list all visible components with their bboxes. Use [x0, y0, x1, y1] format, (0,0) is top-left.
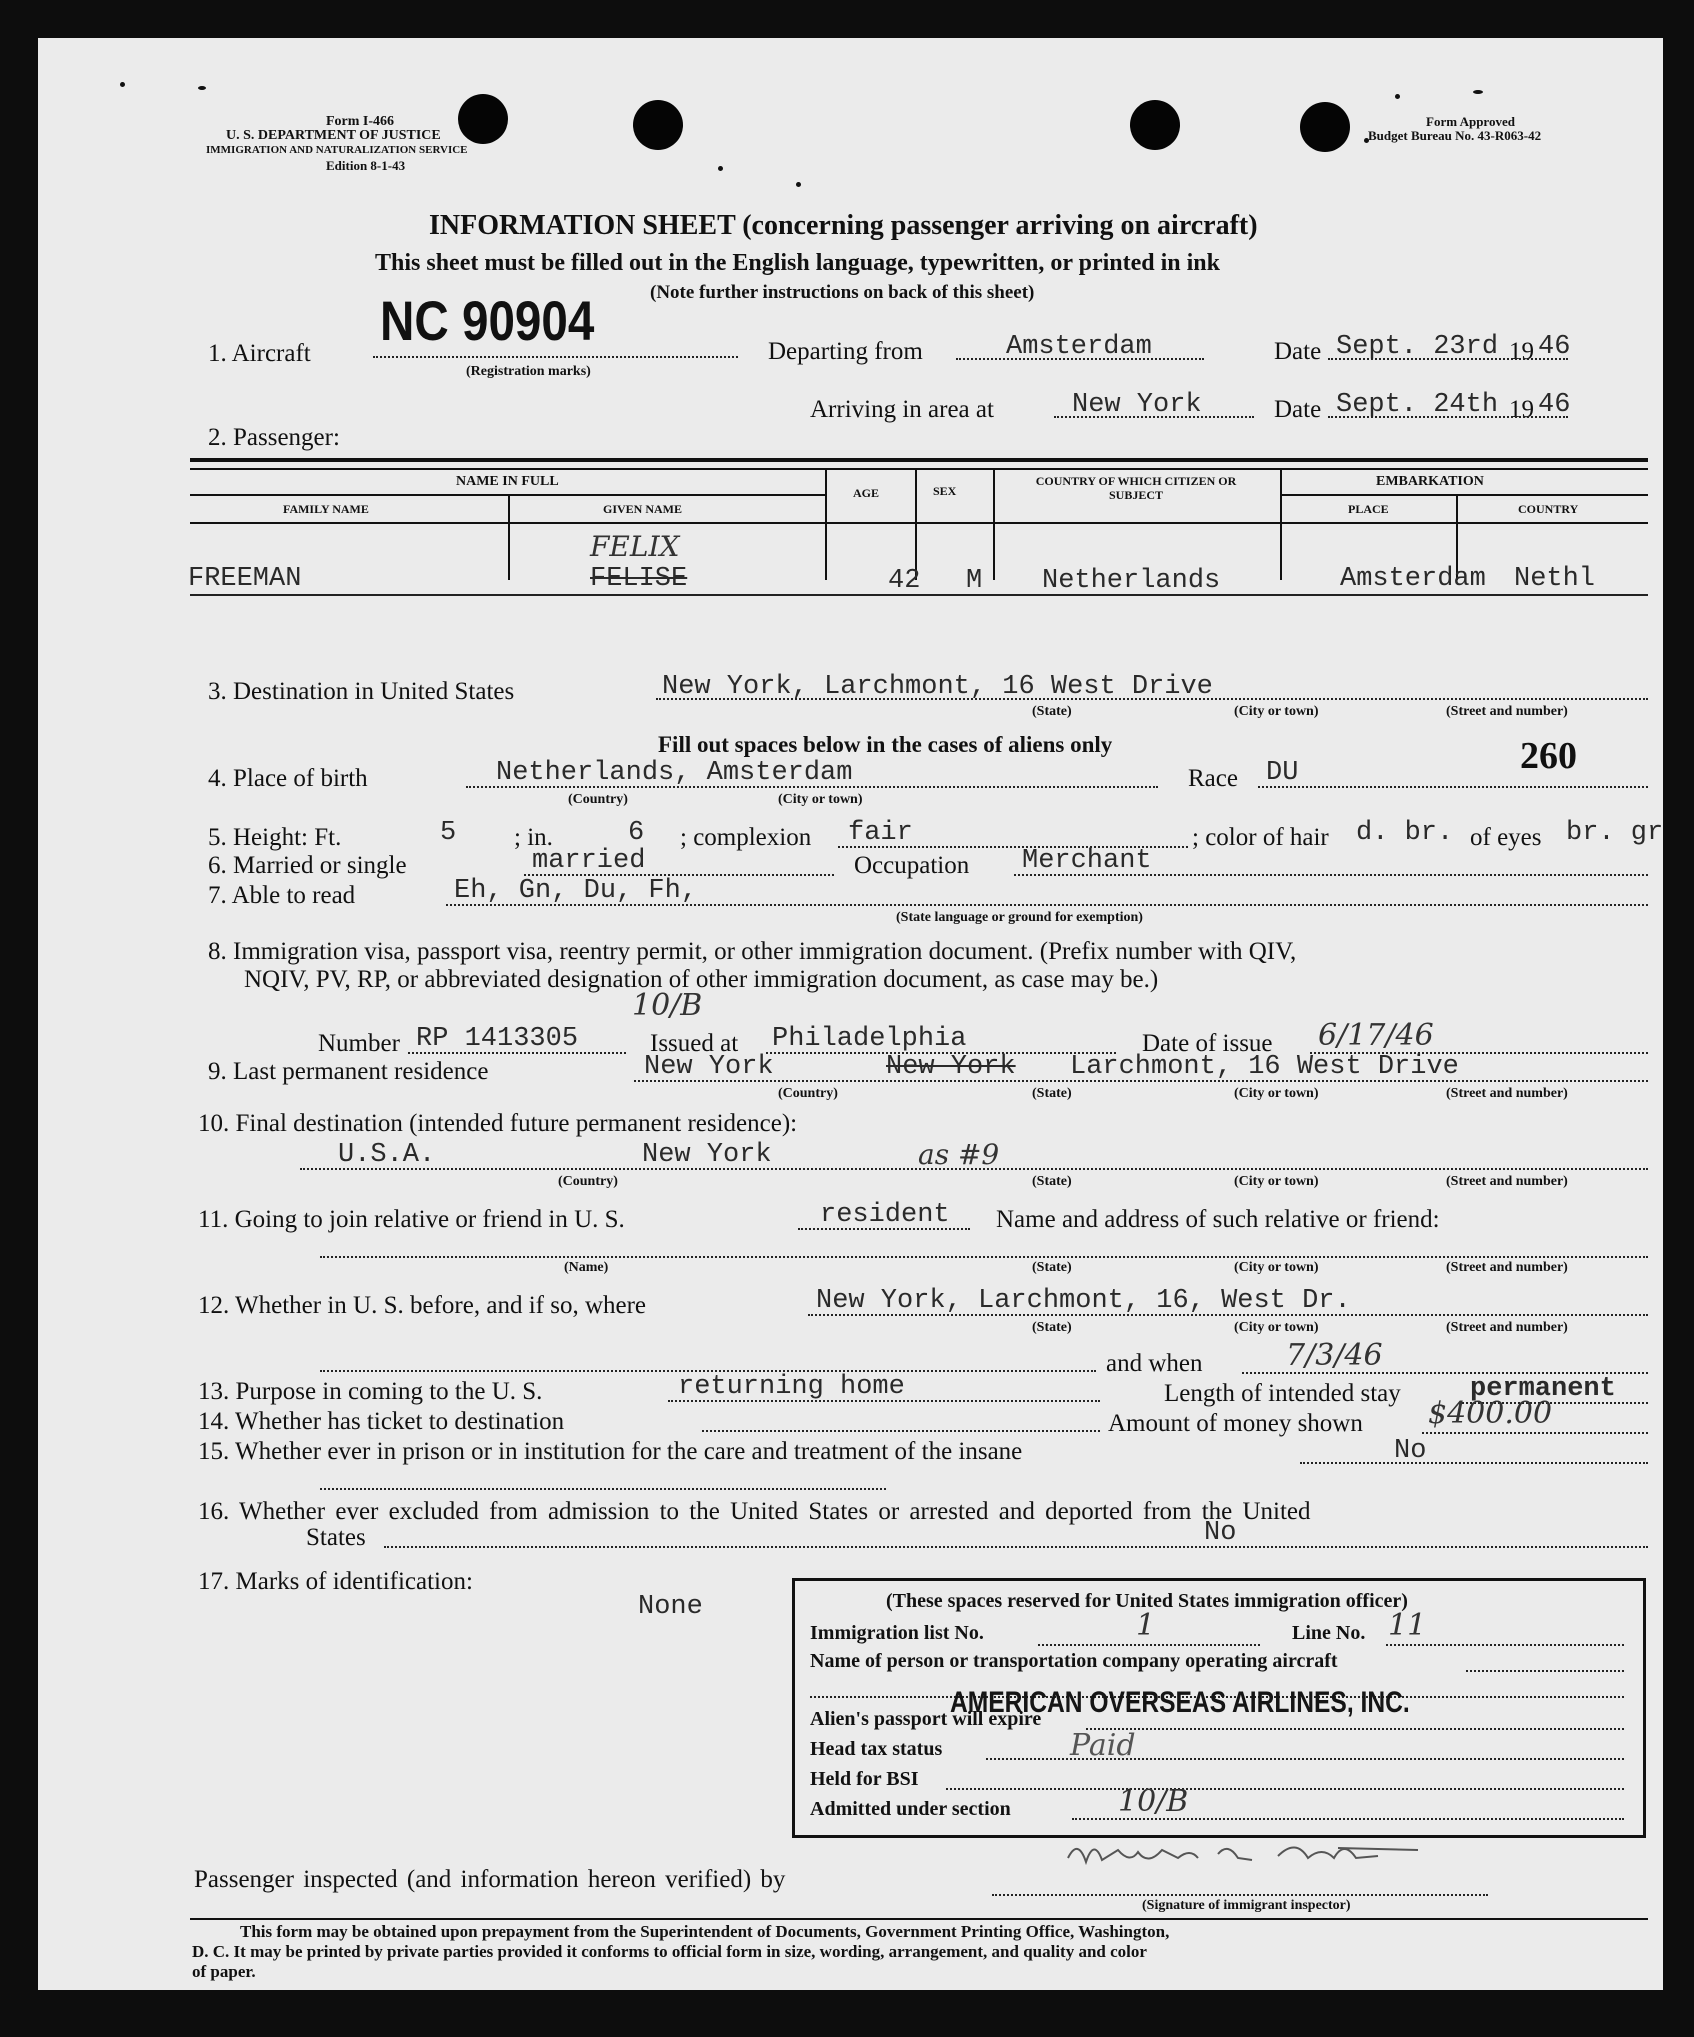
underline [808, 1314, 1648, 1316]
complexion-label: ; complexion [680, 824, 812, 851]
underline [798, 1228, 970, 1230]
destination-value: New York, Larchmont, 16 West Drive [662, 672, 1213, 702]
excluded-value: No [1204, 1518, 1237, 1548]
underline [373, 356, 738, 358]
residence-country: New York [644, 1052, 774, 1082]
underline [1258, 786, 1648, 788]
departing-label: Departing from [768, 338, 923, 365]
occupation-label: Occupation [854, 852, 970, 879]
underline [300, 1168, 1648, 1170]
service: IMMIGRATION AND NATURALIZATION SERVICE [206, 144, 468, 156]
underline [1328, 416, 1568, 418]
th-embarkation: EMBARKATION [1376, 474, 1484, 489]
underline [1072, 1818, 1624, 1820]
footer-rule [190, 1918, 1648, 1920]
aliens-note: Fill out spaces below in the cases of aliens only [658, 732, 1113, 757]
inspector-signature-graphic [1038, 1828, 1458, 1888]
note: (Note further instructions on back of this sheet) [650, 282, 1035, 303]
city-caption: (City or town) [1234, 1174, 1319, 1189]
punch-hole [633, 100, 683, 150]
underline [986, 1758, 1624, 1760]
eyes-value: br. gr [1566, 818, 1663, 848]
height-in: 6 [628, 818, 645, 848]
admitted-label: Admitted under section [810, 1798, 1011, 1820]
underline [320, 1488, 886, 1490]
aircraft-registration: NC 90904 [380, 289, 595, 352]
height-ft: 5 [440, 818, 457, 848]
complexion-value: fair [848, 818, 913, 848]
table-rule [190, 468, 1648, 470]
read-value: Eh, Gn, Du, Fh, [454, 876, 698, 906]
citizen-value: Netherlands [1042, 566, 1221, 596]
punch-hole [458, 94, 508, 144]
arrive-date: Sept. 24th [1336, 390, 1499, 420]
married-value: married [532, 846, 646, 876]
table-rule [508, 494, 510, 580]
occupation-value: Merchant [1022, 846, 1152, 876]
eyes-label: of eyes [1470, 824, 1542, 851]
when-value: 7/3/46 [1286, 1338, 1383, 1373]
speck [120, 82, 125, 87]
city-caption: (City or town) [1234, 704, 1319, 719]
street-caption: (Street and number) [1446, 1086, 1568, 1101]
table-rule [993, 468, 995, 580]
underline [668, 1400, 1100, 1402]
bsi-label: Held for BSI [810, 1768, 919, 1790]
th-country: COUNTRY [1518, 502, 1579, 516]
family-name: FREEMAN [188, 564, 302, 594]
before-label: 12. Whether in U. S. before, and if so, where [198, 1292, 647, 1319]
street-caption: (Street and number) [1446, 704, 1568, 719]
signature-caption: (Signature of immigrant inspector) [1142, 1898, 1351, 1913]
speck [198, 86, 206, 90]
married-label: 6. Married or single [208, 852, 407, 879]
speck [1395, 94, 1400, 99]
table-rule [190, 522, 1648, 524]
prison-label: 15. Whether ever in prison or in institution for the care and treatment of the insane [198, 1438, 1023, 1465]
underline [946, 1788, 1624, 1790]
handwritten-number: 260 [1520, 735, 1577, 777]
footer-line2: D. C. It may be printed by private parties provided it conforms to official form in size, wording, arrangement, and quality and color [192, 1942, 1147, 1961]
birth-value: Netherlands, Amsterdam [496, 758, 853, 788]
embark-place: Amsterdam [1340, 564, 1486, 594]
footer-line3: of paper. [192, 1962, 256, 1981]
country-caption: (Country) [558, 1174, 618, 1189]
visa-line1: 8. Immigration visa, passport visa, reentry permit, or other immigration document. (Prefix number with QIV, [208, 938, 1297, 965]
street-caption: (Street and number) [1446, 1260, 1568, 1275]
underline [1328, 358, 1568, 360]
th-age: AGE [853, 486, 880, 500]
state-caption: (State) [1032, 1320, 1072, 1335]
given-name-correction: FELIX [590, 530, 680, 563]
underline [1386, 1644, 1624, 1646]
age-value: 42 [888, 566, 921, 596]
final-label: 10. Final destination (intended future permanent residence): [198, 1110, 798, 1137]
state-caption: (State) [1032, 1086, 1072, 1101]
excluded-line1: 16. Whether ever excluded from admission to the United States or arrested and deported from the United [198, 1498, 1311, 1525]
before-value: New York, Larchmont, 16, West Dr. [816, 1286, 1351, 1316]
residence-state: New York [886, 1052, 1016, 1082]
underline [446, 904, 1648, 906]
edition: Edition 8-1-43 [326, 158, 406, 173]
read-label: 7. Able to read [208, 882, 356, 909]
page-title: INFORMATION SHEET (concerning passenger arriving on aircraft) [429, 210, 1258, 241]
name-caption: (Name) [564, 1260, 609, 1275]
hair-label: ; color of hair [1192, 824, 1329, 851]
registration-caption: (Registration marks) [466, 364, 591, 379]
inspected-label: Passenger inspected (and information hereon verified) by [194, 1866, 786, 1893]
information-sheet [38, 38, 1663, 1990]
final-handwritten: as #9 [918, 1138, 1000, 1171]
underline [992, 1894, 1488, 1896]
underline [1086, 1728, 1624, 1730]
table-rule [190, 458, 1648, 462]
aircraft-label: 1. Aircraft [208, 340, 311, 367]
marks-label: 17. Marks of identification: [198, 1568, 473, 1595]
speck [796, 182, 801, 187]
stay-label: Length of intended stay [1164, 1380, 1401, 1407]
when-label: and when [1106, 1350, 1203, 1377]
head-tax-value: Paid [1070, 1728, 1136, 1763]
table-rule [1280, 468, 1282, 580]
purpose-value: returning home [678, 1372, 905, 1402]
underline [320, 1256, 1648, 1258]
department: U. S. DEPARTMENT OF JUSTICE [226, 128, 441, 143]
embark-country: Nethl [1514, 564, 1596, 594]
th-citizen: COUNTRY OF WHICH CITIZEN OR SUBJECT [1035, 474, 1237, 502]
street-caption: (Street and number) [1446, 1174, 1568, 1189]
join-name-label: Name and address of such relative or friend: [996, 1206, 1440, 1233]
arrive-year: 46 [1538, 390, 1571, 420]
residence-label: 9. Last permanent residence [208, 1058, 489, 1085]
underline [384, 1546, 1648, 1548]
visa-handwritten: 10/B [632, 988, 703, 1023]
form-number: Form I-466 [326, 114, 395, 129]
th-name-in-full: NAME IN FULL [456, 474, 559, 489]
underline [1014, 874, 1648, 876]
list-label: Immigration list No. [810, 1622, 984, 1644]
country-caption: (Country) [568, 792, 628, 807]
speck [1473, 90, 1483, 94]
height-label: 5. Height: Ft. [208, 824, 342, 851]
year-prefix: 19 [1509, 396, 1534, 423]
issue-date-label: Date of issue [1142, 1030, 1273, 1057]
state-caption: (State) [1032, 1174, 1072, 1189]
speck [718, 166, 723, 171]
form-approved: Form Approved [1426, 114, 1515, 129]
head-tax-label: Head tax status [810, 1738, 943, 1760]
table-rule [825, 468, 827, 580]
year-prefix: 19 [1509, 338, 1534, 365]
hair-value: d. br. [1356, 818, 1454, 848]
th-given: GIVEN NAME [603, 502, 683, 516]
officer-box-title: (These spaces reserved for United States immigration officer) [886, 1590, 1408, 1612]
prison-value: No [1394, 1436, 1427, 1466]
underline [956, 358, 1204, 360]
final-country: U.S.A. [338, 1140, 436, 1170]
operator-label: Name of person or transportation company operating aircraft [810, 1650, 1338, 1672]
table-rule [915, 468, 917, 580]
money-value: $400.00 [1428, 1396, 1553, 1431]
line-value: 11 [1388, 1608, 1427, 1643]
join-value: resident [820, 1200, 950, 1230]
issue-date: 6/17/46 [1318, 1018, 1434, 1053]
height-in-label: ; in. [514, 824, 553, 851]
arriving-label: Arriving in area at [810, 396, 994, 423]
city-caption: (City or town) [1234, 1086, 1319, 1101]
th-place: PLACE [1348, 502, 1389, 516]
country-caption: (Country) [778, 1086, 838, 1101]
final-state: New York [642, 1140, 772, 1170]
arrive-date-label: Date [1274, 396, 1322, 423]
underline [1466, 1670, 1624, 1672]
underline [408, 1052, 626, 1054]
budget-bureau: Budget Bureau No. 43-R063-42 [1368, 128, 1542, 143]
birth-label: 4. Place of birth [208, 765, 368, 792]
airline-stamp: AMERICAN OVERSEAS AIRLINES, INC. [950, 1686, 1410, 1719]
state-caption: (State) [1032, 704, 1072, 719]
issued-value: Philadelphia [772, 1024, 967, 1054]
footer-line1: This form may be obtained upon prepayment from the Superintendent of Documents, Government Printing Office, Washington, [240, 1922, 1170, 1941]
destination-label: 3. Destination in United States [208, 678, 515, 705]
underline [634, 1080, 1648, 1082]
line-label: Line No. [1292, 1622, 1366, 1644]
money-label: Amount of money shown [1108, 1410, 1363, 1437]
visa-number-label: Number [318, 1030, 400, 1057]
residence-city-street: Larchmont, 16 West Drive [1070, 1052, 1459, 1082]
street-caption: (Street and number) [1446, 1320, 1568, 1335]
depart-date-label: Date [1274, 338, 1322, 365]
underline [1054, 416, 1254, 418]
underline [1038, 1644, 1260, 1646]
list-value: 1 [1136, 1608, 1156, 1643]
sex-value: M [966, 566, 983, 596]
underline [190, 594, 1648, 596]
join-label: 11. Going to join relative or friend in U. S. [198, 1206, 625, 1233]
arriving-value: New York [1072, 390, 1202, 420]
marks-value: None [638, 1592, 703, 1622]
city-caption: (City or town) [1234, 1320, 1319, 1335]
stay-value: permanent [1470, 1374, 1616, 1404]
underline [702, 1430, 1100, 1432]
underline [1300, 1462, 1648, 1464]
race-value: DU [1266, 758, 1299, 788]
departing-value: Amsterdam [1006, 332, 1152, 362]
punch-hole [1130, 100, 1180, 150]
passenger-label: 2. Passenger: [208, 424, 340, 451]
visa-number: RP 1413305 [416, 1024, 579, 1054]
ticket-label: 14. Whether has ticket to destination [198, 1408, 565, 1435]
admitted-value: 10/B [1118, 1784, 1189, 1819]
th-family: FAMILY NAME [283, 502, 369, 516]
depart-year: 46 [1538, 332, 1571, 362]
th-sex: SEX [933, 484, 957, 498]
purpose-label: 13. Purpose in coming to the U. S. [198, 1378, 543, 1405]
table-rule [1280, 494, 1648, 496]
underline [656, 698, 1648, 700]
city-caption: (City or town) [778, 792, 863, 807]
race-label: Race [1188, 765, 1238, 792]
underline [1422, 1432, 1648, 1434]
excluded-line2: States [306, 1524, 366, 1551]
depart-date: Sept. 23rd [1336, 332, 1499, 362]
issued-label: Issued at [650, 1030, 739, 1057]
punch-hole [1300, 102, 1350, 152]
read-caption: (State language or ground for exemption) [896, 910, 1143, 925]
visa-line2: NQIV, PV, RP, or abbreviated designation of other immigration document, as case may be.) [244, 966, 1159, 993]
given-name-typed: FELISE [590, 564, 688, 594]
underline [466, 786, 1158, 788]
state-caption: (State) [1032, 1260, 1072, 1275]
subtitle: This sheet must be filled out in the English language, typewritten, or printed in ink [375, 250, 1220, 276]
passport-expire-label: Alien's passport will expire [810, 1708, 1042, 1730]
city-caption: (City or town) [1234, 1260, 1319, 1275]
